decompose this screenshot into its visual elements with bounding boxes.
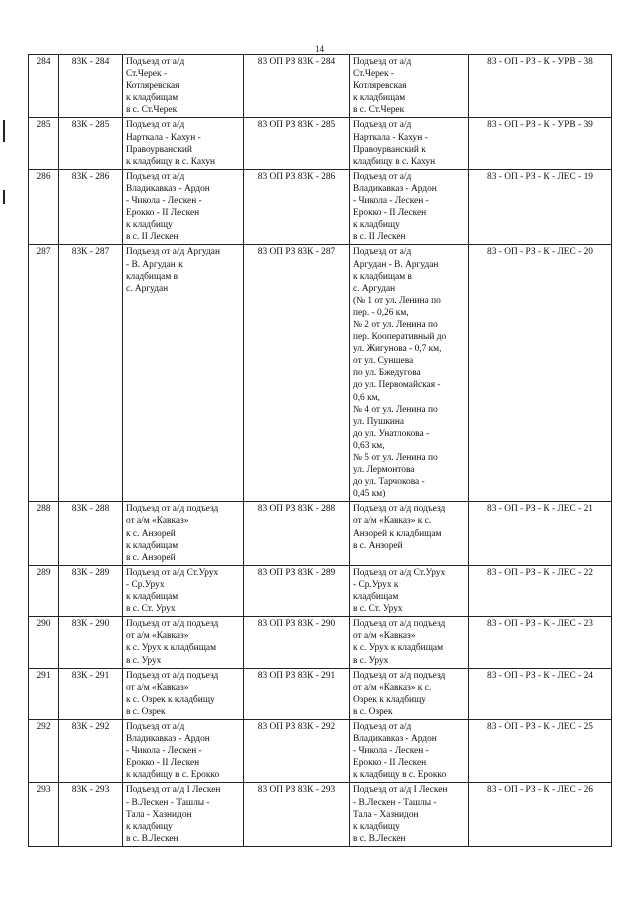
registry-number-cell: 83 ОП РЗ 83К - 284 bbox=[244, 55, 350, 118]
road-name-cell: Подъезд от а/д Ст.Урух - Ср.Урух к кладбищам в с. Ст. Урух bbox=[123, 565, 244, 616]
registry-number-cell: 83 ОП РЗ 83К - 289 bbox=[244, 565, 350, 616]
registry-number-cell: 83 ОП РЗ 83К - 286 bbox=[244, 169, 350, 245]
table-row bbox=[29, 783, 612, 846]
road-code-cell: 83К - 286 bbox=[59, 169, 123, 245]
road-register-table bbox=[28, 54, 612, 847]
road-description-cell: Подъезд от а/д Аргудан - В. Аргудан к кладбищам в с. Аргудан (№ 1 от ул. Ленина по пер. - 0,26 км, № 2 от ул. Ленина по пер. Кооперативный до ул. Жигунова - 0,7 км, от ул. Суншева по ул. Бжедугова до ул. Первомайская - 0,6 км, № 4 от ул. Ленина по ул. Пушкина до ул. Унатлокова - 0,63 км, № 5 от ул. Ленина по ул. Лермонтова до ул. Тарчокова - 0,45 км) bbox=[350, 245, 469, 502]
road-description-cell: Подъезд от а/д подъезд от а/м «Кавказ» к с. Урух к кладбищам в с. Урух bbox=[350, 617, 469, 668]
road-description-cell: Подъезд от а/д Нарткала - Кахун - Правоурванский к кладбищу в с. Кахун bbox=[350, 118, 469, 169]
road-name-cell: Подъезд от а/д Нарткала - Кахун - Правоурванский к кладбищу в с. Кахун bbox=[123, 118, 244, 169]
identification-number-cell: 83 - ОП - РЗ - К - ЛЕС - 24 bbox=[469, 668, 612, 719]
road-name-cell: Подъезд от а/д подъезд от а/м «Кавказ» к с. Анзорей к кладбищам в с. Анзорей bbox=[123, 502, 244, 565]
road-name-cell: Подъезд от а/д I Лескен - В.Лескен - Ташлы - Тала - Хазнидон к кладбищу в с. В.Лескен bbox=[123, 783, 244, 846]
road-code-cell: 83К - 285 bbox=[59, 118, 123, 169]
road-code-cell: 83К - 287 bbox=[59, 245, 123, 502]
identification-number-cell: 83 - ОП - РЗ - К - ЛЕС - 22 bbox=[469, 565, 612, 616]
registry-number-cell: 83 ОП РЗ 83К - 292 bbox=[244, 719, 350, 782]
table-row bbox=[29, 617, 612, 668]
table-row bbox=[29, 169, 612, 245]
table-row bbox=[29, 668, 612, 719]
identification-number-cell: 83 - ОП - РЗ - К - УРВ - 39 bbox=[469, 118, 612, 169]
road-code-cell: 83К - 291 bbox=[59, 668, 123, 719]
road-description-cell: Подъезд от а/д Ст.Урух - Ср.Урух к кладбищам в с. Ст. Урух bbox=[350, 565, 469, 616]
row-number-cell: 287 bbox=[29, 245, 59, 502]
road-name-cell: Подъезд от а/д Владикавказ - Ардон - Чикола - Лескен - Ерокко - II Лескен к кладбищу в с. Ерокко bbox=[123, 719, 244, 782]
identification-number-cell: 83 - ОП - РЗ - К - ЛЕС - 19 bbox=[469, 169, 612, 245]
road-code-cell: 83К - 284 bbox=[59, 55, 123, 118]
row-number-cell: 293 bbox=[29, 783, 59, 846]
row-number-cell: 288 bbox=[29, 502, 59, 565]
road-name-cell: Подъезд от а/д подъезд от а/м «Кавказ» к с. Озрек к кладбищу в с. Озрек bbox=[123, 668, 244, 719]
row-number-cell: 284 bbox=[29, 55, 59, 118]
road-description-cell: Подъезд от а/д Ст.Черек - Котляревская к кладбищам в с. Ст.Черек bbox=[350, 55, 469, 118]
row-number-cell: 291 bbox=[29, 668, 59, 719]
table-row bbox=[29, 565, 612, 616]
identification-number-cell: 83 - ОП - РЗ - К - ЛЕС - 23 bbox=[469, 617, 612, 668]
identification-number-cell: 83 - ОП - РЗ - К - ЛЕС - 20 bbox=[469, 245, 612, 502]
road-description-cell: Подъезд от а/д I Лескен - В.Лескен - Ташлы - Тала - Хазнидон к кладбищу в с. В.Лескен bbox=[350, 783, 469, 846]
row-number-cell: 290 bbox=[29, 617, 59, 668]
road-description-cell: Подъезд от а/д Владикавказ - Ардон - Чикола - Лескен - Ерокко - II Лескен к кладбищу в с. II Лескен bbox=[350, 169, 469, 245]
registry-number-cell: 83 ОП РЗ 83К - 287 bbox=[244, 245, 350, 502]
table-row bbox=[29, 502, 612, 565]
registry-number-cell: 83 ОП РЗ 83К - 290 bbox=[244, 617, 350, 668]
registry-number-cell: 83 ОП РЗ 83К - 293 bbox=[244, 783, 350, 846]
road-description-cell: Подъезд от а/д подъезд от а/м «Кавказ» к с. Анзорей к кладбищам в с. Анзорей bbox=[350, 502, 469, 565]
road-code-cell: 83К - 288 bbox=[59, 502, 123, 565]
row-number-cell: 292 bbox=[29, 719, 59, 782]
table-body bbox=[29, 55, 612, 847]
table-row bbox=[29, 55, 612, 118]
registry-number-cell: 83 ОП РЗ 83К - 288 bbox=[244, 502, 350, 565]
road-name-cell: Подъезд от а/д Аргудан - В. Аргудан к кладбищам в с. Аргудан bbox=[123, 245, 244, 502]
road-code-cell: 83К - 290 bbox=[59, 617, 123, 668]
page-number: 14 bbox=[315, 44, 324, 54]
identification-number-cell: 83 - ОП - РЗ - К - ЛЕС - 25 bbox=[469, 719, 612, 782]
road-name-cell: Подъезд от а/д Ст.Черек - Котляревская к кладбищам в с. Ст.Черек bbox=[123, 55, 244, 118]
registry-number-cell: 83 ОП РЗ 83К - 291 bbox=[244, 668, 350, 719]
road-code-cell: 83К - 293 bbox=[59, 783, 123, 846]
road-description-cell: Подъезд от а/д Владикавказ - Ардон - Чикола - Лескен - Ерокко - II Лескен к кладбищу в с. Ерокко bbox=[350, 719, 469, 782]
row-number-cell: 286 bbox=[29, 169, 59, 245]
left-margin-mark bbox=[3, 190, 5, 204]
table-row bbox=[29, 719, 612, 782]
road-name-cell: Подъезд от а/д Владикавказ - Ардон - Чикола - Лескен - Ерокко - II Лескен к кладбищу в с. II Лескен bbox=[123, 169, 244, 245]
road-code-cell: 83К - 289 bbox=[59, 565, 123, 616]
road-description-cell: Подъезд от а/д подъезд от а/м «Кавказ» к с. Озрек к кладбищу в с. Озрек bbox=[350, 668, 469, 719]
identification-number-cell: 83 - ОП - РЗ - К - ЛЕС - 26 bbox=[469, 783, 612, 846]
road-name-cell: Подъезд от а/д подъезд от а/м «Кавказ» к с. Урух к кладбищам в с. Урух bbox=[123, 617, 244, 668]
left-margin-mark bbox=[3, 120, 5, 142]
identification-number-cell: 83 - ОП - РЗ - К - ЛЕС - 21 bbox=[469, 502, 612, 565]
table-row bbox=[29, 245, 612, 502]
road-code-cell: 83К - 292 bbox=[59, 719, 123, 782]
identification-number-cell: 83 - ОП - РЗ - К - УРВ - 38 bbox=[469, 55, 612, 118]
row-number-cell: 285 bbox=[29, 118, 59, 169]
registry-number-cell: 83 ОП РЗ 83К - 285 bbox=[244, 118, 350, 169]
row-number-cell: 289 bbox=[29, 565, 59, 616]
table-row bbox=[29, 118, 612, 169]
